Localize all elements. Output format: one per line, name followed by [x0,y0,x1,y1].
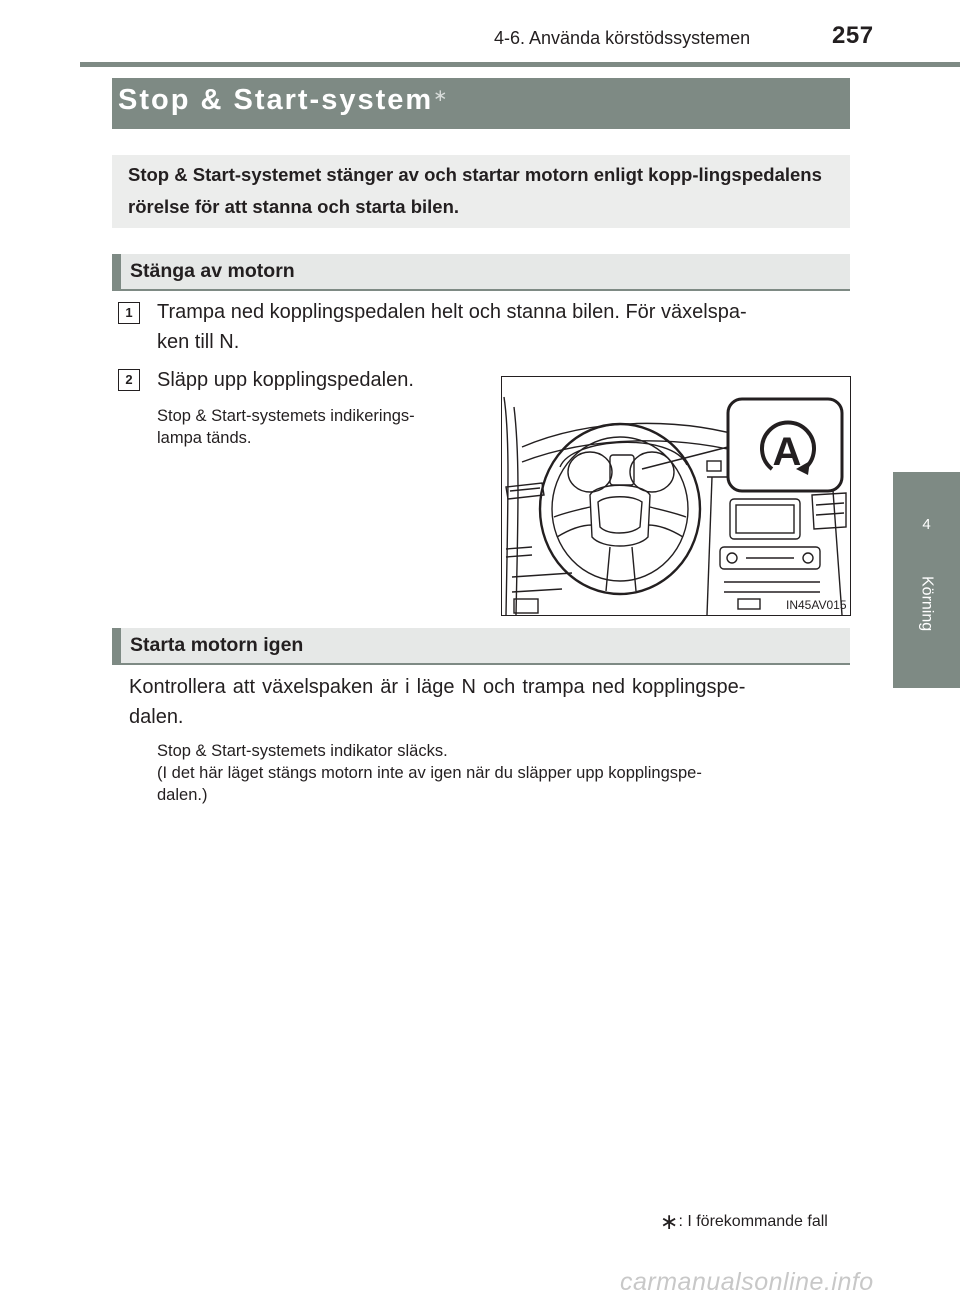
footnote-text: : I förekommande fall [678,1213,828,1230]
callout-pointer [642,447,728,469]
step-2-note-line1: Stop & Start-systemets indikerings- [157,407,415,425]
chapter-label: Körning [918,576,936,632]
running-header-section: 4-6. Använda körstödssystemen [494,28,751,48]
page-title [118,84,447,117]
step-number-2: 2 [118,369,140,391]
step-1-text-line2: ken till N. [157,331,240,353]
callout-letter: A [772,430,802,474]
watermark: carmanualsonline.info [620,1268,874,1296]
section-stop-accent [112,254,121,289]
restart-note-line1: Stop & Start-systemets indikator släcks. [157,742,448,760]
restart-text-line2: dalen. [129,706,184,728]
footnote-marker: ∗ [660,1209,679,1234]
dashboard-drawing [502,377,850,615]
footnote [660,1209,828,1235]
restart-text-line1: Kontrollera att växelspaken är i läge N och trampa ned kopplingspe- [129,676,746,698]
step-number-1: 1 [118,302,140,324]
page-number: 257 [832,22,874,49]
section-restart-heading: Starta motorn igen [130,634,304,656]
section-restart-accent [112,628,121,663]
illustration-code: IN45AV015 [786,598,847,612]
optional-equipment-marker: ∗ [433,86,448,105]
dashboard-illustration [501,376,851,616]
restart-note-line2: (I det här läget stängs motorn inte av igen när du släpper upp kopplingspe- [157,764,702,782]
chapter-number: 4 [922,516,931,533]
step-2-note-line2: lampa tänds. [157,429,252,447]
restart-note-line3: dalen.) [157,786,208,804]
intro-text: Stop & Start-systemet stänger av och startar motorn enligt kopp-lingspedalens rörelse för att stanna och starta bilen. [128,164,822,217]
step-2-text: Släpp upp kopplingspedalen. [157,369,414,391]
page-title-text: Stop & Start-system [118,84,434,116]
section-stop-heading: Stänga av motorn [130,260,295,282]
header-rule [80,62,960,67]
step-1-text-line1: Trampa ned kopplingspedalen helt och stanna bilen. För växelspa- [157,301,747,323]
